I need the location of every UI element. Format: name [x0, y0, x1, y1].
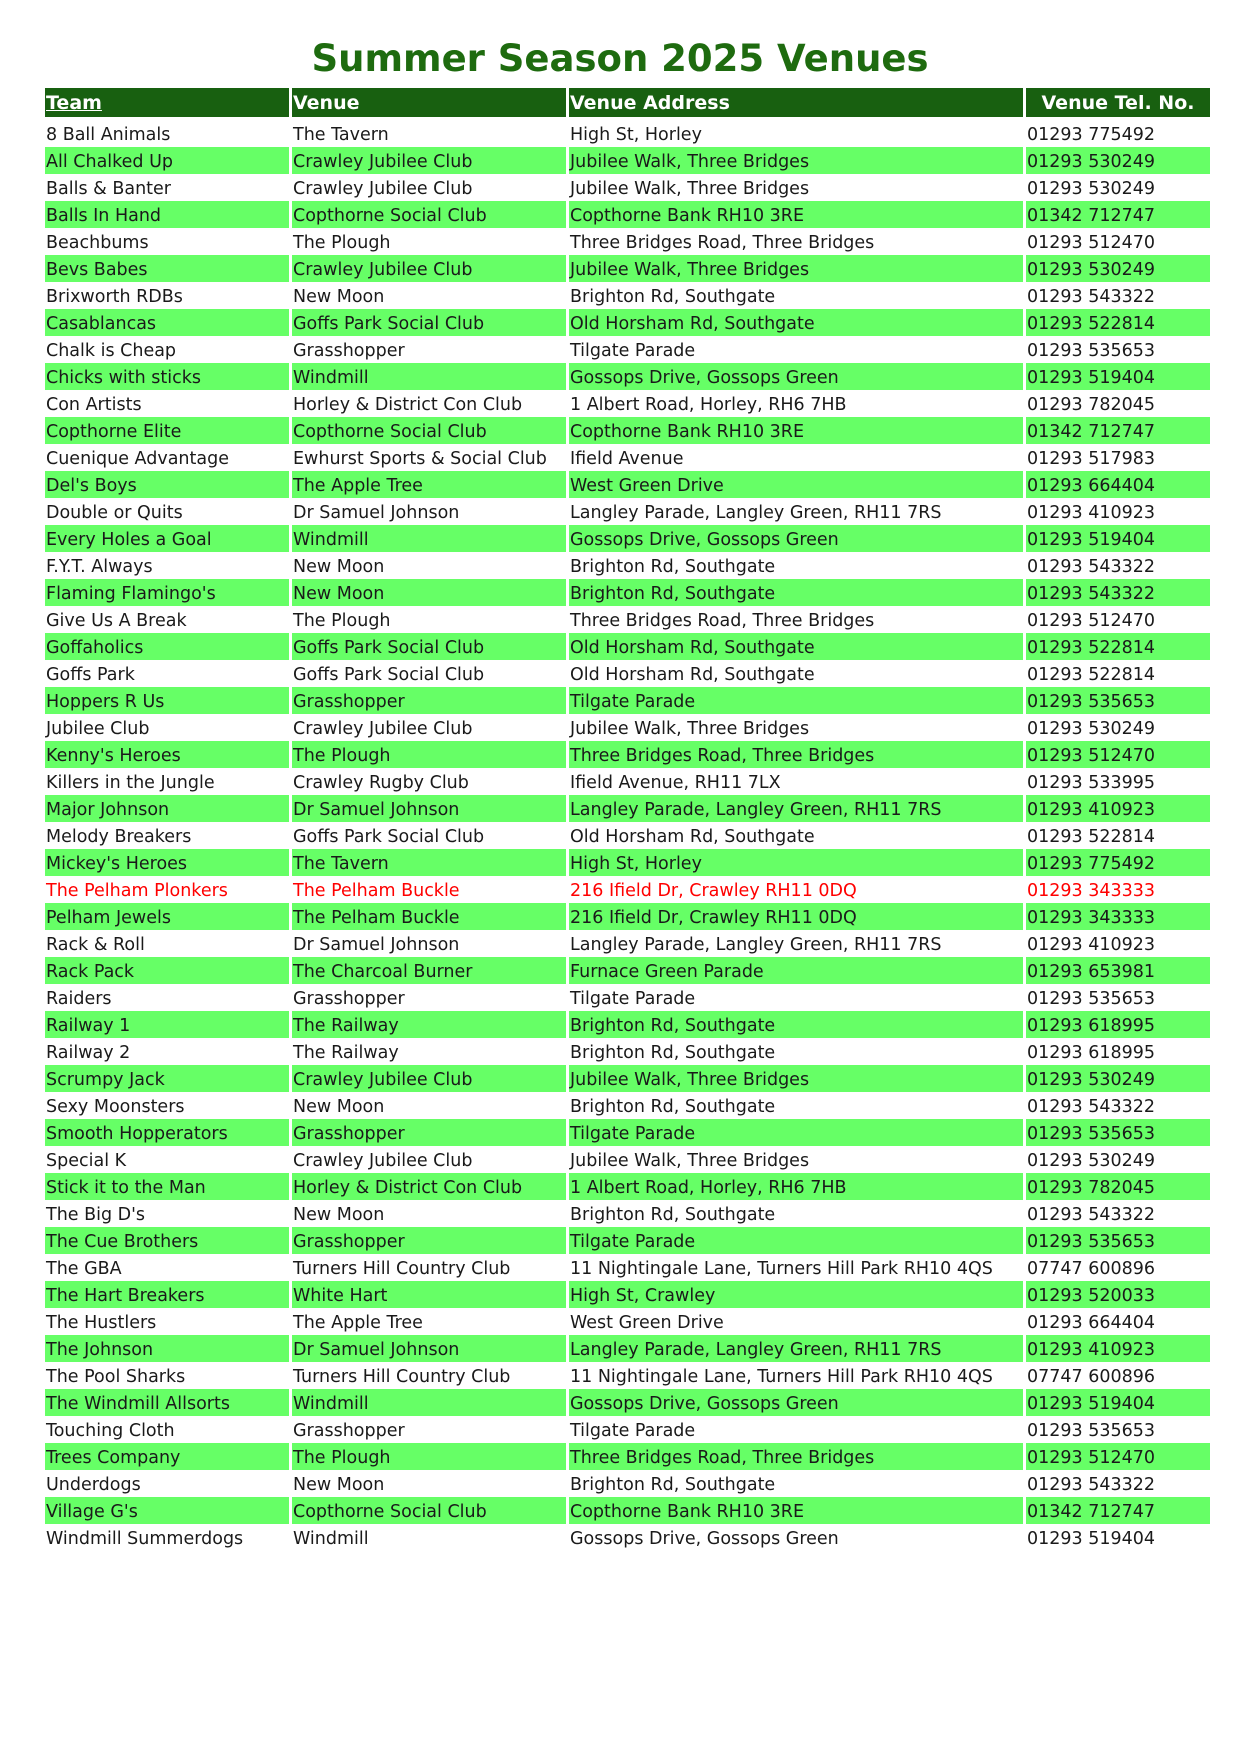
table-row [45, 741, 1210, 768]
cell-venue: The Apple Tree [292, 471, 566, 498]
table-row [45, 1281, 1210, 1308]
venues-table [42, 88, 1213, 1551]
table-row [45, 336, 1210, 363]
cell-tel: 01293 543322 [1027, 1096, 1156, 1117]
table-row [45, 174, 1210, 201]
cell-team: Railway 1 [45, 1011, 289, 1038]
cell-team: Railway 2 [46, 1042, 131, 1063]
cell-venue: Windmill [292, 1389, 566, 1416]
cell-venue: The Apple Tree [293, 1312, 423, 1333]
cell-team: Copthorne Elite [45, 417, 289, 444]
cell-venue: Crawley Jubilee Club [293, 1150, 473, 1171]
table-row [45, 390, 1210, 417]
cell-tel: 01293 535653 [1026, 687, 1210, 714]
cell-team: The GBA [46, 1258, 122, 1279]
cell-tel: 01293 520033 [1026, 1281, 1210, 1308]
cell-venue: New Moon [293, 1096, 385, 1117]
table-row [45, 606, 1210, 633]
cell-tel: 01293 543322 [1027, 1204, 1156, 1225]
cell-venue: Goffs Park Social Club [293, 826, 485, 847]
table-row [45, 1443, 1210, 1470]
cell-venue: White Hart [292, 1281, 566, 1308]
cell-venue: The Tavern [292, 849, 566, 876]
cell-tel: 01293 653981 [1026, 957, 1210, 984]
cell-tel: 01293 519404 [1027, 1528, 1156, 1549]
table-row [45, 309, 1210, 336]
cell-address: Gossops Drive, Gossops Green [569, 1389, 1023, 1416]
cell-address: Ifield Avenue [570, 448, 684, 469]
cell-team: Kenny's Heroes [45, 741, 289, 768]
cell-address: Gossops Drive, Gossops Green [569, 525, 1023, 552]
cell-team: Brixworth RDBs [46, 286, 183, 307]
table-row [45, 471, 1210, 498]
cell-tel: 01293 530249 [1027, 178, 1156, 199]
cell-tel: 01293 618995 [1027, 1042, 1156, 1063]
table-row [45, 1389, 1210, 1416]
cell-address: Copthorne Bank RH10 3RE [569, 1497, 1023, 1524]
cell-tel: 01293 410923 [1027, 502, 1156, 523]
cell-address: Brighton Rd, Southgate [570, 1474, 776, 1495]
cell-team: Flaming Flamingo's [45, 579, 289, 606]
table-row [45, 1470, 1210, 1497]
cell-tel: 01293 512470 [1027, 610, 1156, 631]
table-row [45, 228, 1210, 255]
table-row [45, 1335, 1210, 1362]
cell-tel: 01293 533995 [1027, 772, 1156, 793]
cell-tel: 01293 543322 [1027, 1474, 1156, 1495]
cell-tel: 01293 782045 [1026, 1173, 1210, 1200]
table-row [45, 660, 1210, 687]
table-row [45, 714, 1210, 741]
cell-team: Sexy Moonsters [46, 1096, 185, 1117]
cell-address: Gossops Drive, Gossops Green [569, 363, 1023, 390]
cell-address: Tilgate Parade [570, 988, 696, 1009]
cell-address: Old Horsham Rd, Southgate [570, 826, 815, 847]
table-row [45, 633, 1210, 660]
table-row [45, 876, 1210, 903]
cell-venue: The Pelham Buckle [293, 880, 460, 901]
cell-venue: The Pelham Buckle [292, 903, 566, 930]
cell-venue: Ewhurst Sports & Social Club [293, 448, 547, 469]
cell-venue: New Moon [293, 556, 385, 577]
table-row [45, 1254, 1210, 1281]
cell-team: The Pelham Plonkers [46, 880, 228, 901]
table-row [45, 1065, 1210, 1092]
cell-address: Old Horsham Rd, Southgate [569, 309, 1023, 336]
cell-team: Village G's [45, 1497, 289, 1524]
cell-address: Langley Parade, Langley Green, RH11 7RS [569, 1335, 1023, 1362]
cell-address: Tilgate Parade [570, 1420, 696, 1441]
cell-team: The Windmill Allsorts [45, 1389, 289, 1416]
cell-venue: Horley & District Con Club [292, 1173, 566, 1200]
cell-address: Old Horsham Rd, Southgate [569, 633, 1023, 660]
cell-tel: 01342 712747 [1026, 1497, 1210, 1524]
cell-tel: 01293 522814 [1026, 309, 1210, 336]
cell-tel: 07747 600896 [1027, 1258, 1156, 1279]
table-row [45, 417, 1210, 444]
cell-team: The Cue Brothers [45, 1227, 289, 1254]
header-row [45, 88, 1210, 117]
cell-address: Copthorne Bank RH10 3RE [569, 201, 1023, 228]
cell-address: Three Bridges Road, Three Bridges [570, 232, 875, 253]
page-title: Summer Season 2025 Venues [311, 37, 929, 80]
cell-team: Hoppers R Us [45, 687, 289, 714]
cell-tel: 01293 530249 [1026, 255, 1210, 282]
cell-address: Brighton Rd, Southgate [570, 556, 776, 577]
cell-venue: Goffs Park Social Club [292, 633, 566, 660]
cell-address: High St, Horley [569, 849, 1023, 876]
cell-address: Brighton Rd, Southgate [570, 1096, 776, 1117]
table-row [45, 849, 1210, 876]
table-row [45, 1200, 1210, 1227]
cell-venue: Dr Samuel Johnson [292, 1335, 566, 1362]
cell-tel: 01293 535653 [1027, 1420, 1156, 1441]
cell-venue: Crawley Rugby Club [293, 772, 469, 793]
cell-venue: Dr Samuel Johnson [293, 934, 460, 955]
cell-address: Three Bridges Road, Three Bridges [569, 1443, 1023, 1470]
cell-team: Smooth Hopperators [45, 1119, 289, 1146]
cell-tel: 01293 410923 [1026, 795, 1210, 822]
cell-address: Langley Parade, Langley Green, RH11 7RS [570, 502, 942, 523]
cell-team: The Big D's [46, 1204, 146, 1225]
cell-tel: 01293 664404 [1027, 1312, 1156, 1333]
cell-tel: 01293 530249 [1027, 718, 1156, 739]
cell-venue: New Moon [293, 1204, 385, 1225]
cell-team: Chalk is Cheap [46, 340, 177, 361]
table-row [45, 795, 1210, 822]
cell-venue: Dr Samuel Johnson [293, 502, 460, 523]
cell-address: Three Bridges Road, Three Bridges [569, 741, 1023, 768]
cell-address: Ifield Avenue, RH11 7LX [570, 772, 781, 793]
cell-team: Cuenique Advantage [46, 448, 229, 469]
table-row [45, 552, 1210, 579]
cell-address: Three Bridges Road, Three Bridges [570, 610, 875, 631]
cell-address: 216 Ifield Dr, Crawley RH11 0DQ [569, 903, 1023, 930]
table-row [45, 822, 1210, 849]
cell-address: Tilgate Parade [570, 340, 696, 361]
cell-tel: 01293 543322 [1027, 286, 1156, 307]
cell-venue: Grasshopper [292, 1227, 566, 1254]
cell-team: Balls & Banter [46, 178, 171, 199]
table-row [45, 984, 1210, 1011]
table-row [45, 1497, 1210, 1524]
cell-tel: 01293 543322 [1027, 556, 1156, 577]
cell-venue: Crawley Jubilee Club [292, 255, 566, 282]
cell-team: 8 Ball Animals [46, 124, 171, 145]
cell-team: Bevs Babes [45, 255, 289, 282]
cell-tel: 01293 664404 [1026, 471, 1210, 498]
cell-team: Pelham Jewels [45, 903, 289, 930]
table-row [45, 147, 1210, 174]
cell-address: Brighton Rd, Southgate [570, 1204, 776, 1225]
cell-team: The Johnson [45, 1335, 289, 1362]
cell-team: F.Y.T. Always [46, 556, 153, 577]
cell-venue: The Plough [292, 741, 566, 768]
cell-tel: 01293 535653 [1027, 988, 1156, 1009]
cell-address: Tilgate Parade [569, 1227, 1023, 1254]
cell-tel: 01293 410923 [1026, 1335, 1210, 1362]
cell-venue: Turners Hill Country Club [293, 1366, 511, 1387]
cell-team: Stick it to the Man [45, 1173, 289, 1200]
cell-team: Underdogs [46, 1474, 141, 1495]
cell-venue: The Railway [292, 1011, 566, 1038]
cell-tel: 01293 530249 [1027, 1150, 1156, 1171]
cell-venue: The Tavern [293, 124, 389, 145]
cell-team: Del's Boys [45, 471, 289, 498]
table-row [45, 1119, 1210, 1146]
cell-address: 1 Albert Road, Horley, RH6 7HB [569, 1173, 1023, 1200]
table-row [45, 1227, 1210, 1254]
cell-tel: 01293 530249 [1026, 147, 1210, 174]
cell-team: Double or Quits [46, 502, 183, 523]
cell-venue: Windmill [293, 1528, 369, 1549]
cell-team: Rack Pack [45, 957, 289, 984]
header-address: Venue Address [569, 88, 1023, 117]
cell-tel: 01293 543322 [1026, 579, 1210, 606]
table-row [45, 120, 1210, 147]
table-row [45, 1146, 1210, 1173]
cell-tel: 01293 512470 [1026, 741, 1210, 768]
table-row [45, 957, 1210, 984]
cell-venue: Copthorne Social Club [292, 201, 566, 228]
cell-address: Jubilee Walk, Three Bridges [569, 147, 1023, 174]
cell-tel: 01293 410923 [1027, 934, 1156, 955]
cell-address: Brighton Rd, Southgate [569, 1011, 1023, 1038]
cell-tel: 01293 519404 [1026, 525, 1210, 552]
cell-venue: Grasshopper [293, 988, 405, 1009]
cell-team: Killers in the Jungle [46, 772, 215, 793]
table-row [45, 930, 1210, 957]
table-row [45, 1011, 1210, 1038]
table-row [45, 903, 1210, 930]
cell-tel: 01293 535653 [1026, 1227, 1210, 1254]
cell-address: High St, Crawley [569, 1281, 1023, 1308]
cell-address: Jubilee Walk, Three Bridges [570, 718, 810, 739]
cell-address: Copthorne Bank RH10 3RE [569, 417, 1023, 444]
cell-venue: Copthorne Social Club [292, 417, 566, 444]
cell-tel: 01293 782045 [1027, 394, 1156, 415]
cell-address: Gossops Drive, Gossops Green [570, 1528, 839, 1549]
cell-tel: 01293 343333 [1027, 880, 1156, 901]
table-row [45, 444, 1210, 471]
cell-tel: 01293 512470 [1027, 232, 1156, 253]
cell-tel: 01293 512470 [1026, 1443, 1210, 1470]
cell-tel: 07747 600896 [1027, 1366, 1156, 1387]
cell-team: The Hart Breakers [45, 1281, 289, 1308]
cell-venue: The Plough [292, 1443, 566, 1470]
cell-venue: Windmill [292, 363, 566, 390]
cell-address: Brighton Rd, Southgate [570, 1042, 776, 1063]
cell-venue: Copthorne Social Club [292, 1497, 566, 1524]
cell-venue: Dr Samuel Johnson [292, 795, 566, 822]
table-row [45, 525, 1210, 552]
cell-venue: Grasshopper [292, 1119, 566, 1146]
cell-address: Furnace Green Parade [569, 957, 1023, 984]
cell-tel: 01293 522814 [1026, 633, 1210, 660]
cell-venue: Grasshopper [293, 340, 405, 361]
cell-team: Goffaholics [45, 633, 289, 660]
cell-address: Tilgate Parade [569, 687, 1023, 714]
cell-address: West Green Drive [570, 1312, 724, 1333]
cell-address: Tilgate Parade [569, 1119, 1023, 1146]
cell-tel: 01293 775492 [1026, 849, 1210, 876]
cell-venue: The Railway [293, 1042, 399, 1063]
cell-tel: 01293 618995 [1026, 1011, 1210, 1038]
cell-address: Jubilee Walk, Three Bridges [569, 1065, 1023, 1092]
table-row [45, 201, 1210, 228]
cell-team: Con Artists [46, 394, 142, 415]
cell-tel: 01342 712747 [1026, 417, 1210, 444]
cell-team: The Hustlers [46, 1312, 157, 1333]
cell-venue: Turners Hill Country Club [293, 1258, 511, 1279]
table-row [45, 1524, 1210, 1551]
cell-venue: The Charcoal Burner [292, 957, 566, 984]
cell-address: Langley Parade, Langley Green, RH11 7RS [570, 934, 942, 955]
table-row [45, 1416, 1210, 1443]
table-row [45, 1092, 1210, 1119]
header-team-label: Team [46, 91, 102, 114]
cell-address: 216 Ifield Dr, Crawley RH11 0DQ [570, 880, 857, 901]
table-row [45, 687, 1210, 714]
cell-team: Every Holes a Goal [45, 525, 289, 552]
cell-venue: Grasshopper [292, 687, 566, 714]
cell-address: Jubilee Walk, Three Bridges [569, 255, 1023, 282]
cell-venue: Crawley Jubilee Club [293, 178, 473, 199]
cell-venue: Goffs Park Social Club [293, 664, 485, 685]
cell-venue: The Plough [293, 232, 391, 253]
cell-address: Old Horsham Rd, Southgate [570, 664, 815, 685]
cell-address: High St, Horley [570, 124, 702, 145]
cell-team: All Chalked Up [45, 147, 289, 174]
cell-venue: New Moon [293, 1474, 385, 1495]
cell-address: Brighton Rd, Southgate [569, 579, 1023, 606]
cell-team: Major Johnson [45, 795, 289, 822]
cell-tel: 01293 519404 [1026, 1389, 1210, 1416]
cell-tel: 01342 712747 [1026, 201, 1210, 228]
cell-venue: Windmill [292, 525, 566, 552]
cell-address: 11 Nightingale Lane, Turners Hill Park RH10 4QS [570, 1258, 993, 1279]
cell-tel: 01293 535653 [1026, 1119, 1210, 1146]
cell-venue: Crawley Jubilee Club [292, 147, 566, 174]
cell-tel: 01293 522814 [1027, 664, 1156, 685]
cell-venue: The Plough [293, 610, 391, 631]
table-row [45, 282, 1210, 309]
cell-address: 11 Nightingale Lane, Turners Hill Park RH10 4QS [570, 1366, 993, 1387]
cell-address: Jubilee Walk, Three Bridges [570, 1150, 810, 1171]
cell-venue: Goffs Park Social Club [292, 309, 566, 336]
cell-venue: Crawley Jubilee Club [293, 718, 473, 739]
header-venue: Venue [292, 88, 566, 117]
cell-venue: Crawley Jubilee Club [292, 1065, 566, 1092]
cell-team: Special K [46, 1150, 127, 1171]
cell-team: Balls In Hand [45, 201, 289, 228]
cell-tel: 01293 775492 [1027, 124, 1156, 145]
cell-team: Windmill Summerdogs [46, 1528, 244, 1549]
cell-venue: New Moon [292, 579, 566, 606]
cell-venue: Grasshopper [293, 1420, 405, 1441]
cell-team: Chicks with sticks [45, 363, 289, 390]
cell-address: Brighton Rd, Southgate [570, 286, 776, 307]
cell-tel: 01293 343333 [1026, 903, 1210, 930]
cell-tel: 01293 517983 [1027, 448, 1156, 469]
cell-team: Mickey's Heroes [45, 849, 289, 876]
table-row [45, 1362, 1210, 1389]
cell-team: Beachbums [46, 232, 149, 253]
table-row [45, 1173, 1210, 1200]
cell-tel: 01293 522814 [1027, 826, 1156, 847]
cell-venue: New Moon [293, 286, 385, 307]
cell-tel: 01293 530249 [1026, 1065, 1210, 1092]
cell-team: Touching Cloth [46, 1420, 175, 1441]
cell-team: Give Us A Break [46, 610, 187, 631]
header-tel: Venue Tel. No. [1026, 88, 1210, 117]
cell-address: Langley Parade, Langley Green, RH11 7RS [569, 795, 1023, 822]
table-row [45, 1308, 1210, 1335]
cell-tel: 01293 519404 [1026, 363, 1210, 390]
cell-team: The Pool Sharks [46, 1366, 186, 1387]
table-row [45, 498, 1210, 525]
cell-team: Rack & Roll [46, 934, 145, 955]
cell-team: Raiders [46, 988, 112, 1009]
table-row [45, 768, 1210, 795]
cell-team: Scrumpy Jack [45, 1065, 289, 1092]
table-row [45, 579, 1210, 606]
cell-team: Casablancas [45, 309, 289, 336]
cell-tel: 01293 535653 [1027, 340, 1156, 361]
cell-team: Trees Company [45, 1443, 289, 1470]
table-row [45, 363, 1210, 390]
cell-team: Melody Breakers [46, 826, 192, 847]
table-row [45, 1038, 1210, 1065]
cell-address: West Green Drive [569, 471, 1023, 498]
header-team [45, 88, 289, 117]
cell-team: Goffs Park [46, 664, 135, 685]
cell-address: 1 Albert Road, Horley, RH6 7HB [570, 394, 847, 415]
table-row [45, 255, 1210, 282]
cell-address: Jubilee Walk, Three Bridges [570, 178, 810, 199]
cell-venue: Horley & District Con Club [293, 394, 523, 415]
cell-team: Jubilee Club [46, 718, 150, 739]
